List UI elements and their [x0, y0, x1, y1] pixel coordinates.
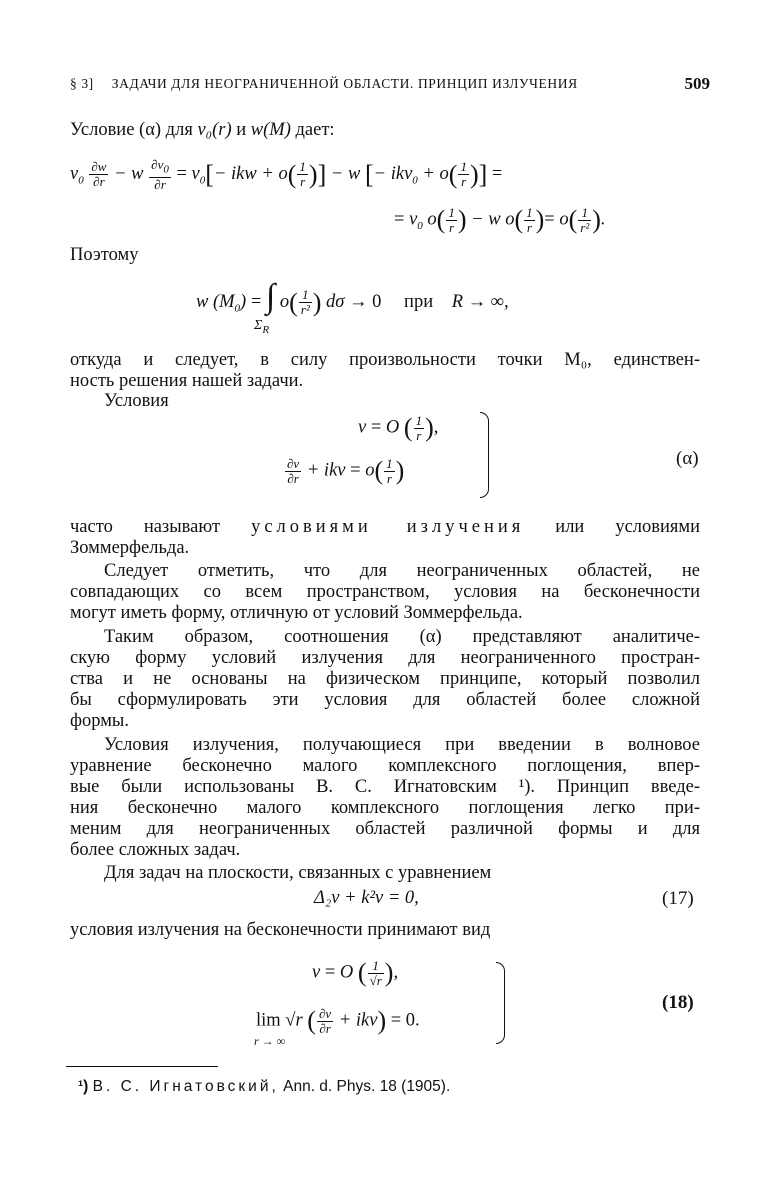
header-title: ЗАДАЧИ ДЛЯ НЕОГРАНИЧЕННОЙ ОБЛАСТИ. ПРИНЦИП ИЗЛУЧЕНИЯ [111, 76, 578, 91]
equation-integral: w $(M_0)$ = ∫ o( $\frac{1}{\text{r²}}$ ) dσ → 0 при R → ∞, [196, 278, 509, 318]
paragraph-ignatowsky-line2: уравнение бесконечно малого комплексного поглощения, впер- [70, 756, 700, 776]
paragraph-note-line3: могут иметь форму, отличную от условий Зоммерфельда. [70, 603, 523, 623]
integral-limit: R → ∞, [451, 292, 509, 312]
paragraph-conditions-form: условия излучения на бесконечности принимают вид [70, 920, 491, 940]
equation-sommerfeld-2: $\frac{\partial v}{\partial r}$ + ikv = o( $\frac{1}{r}$ ) [287, 455, 405, 486]
equation-derivative-1: $v_0$ $\frac{\partial w}{\partial r}$ − w $\frac{\partial v_0}{\partial r}$ = $v_0[-$ ikw + o( $\frac{1}{r}$ )] − w [− ikv$_0$ + o( $\frac{1}{r}$ )] = [70, 157, 503, 192]
equation-sommerfeld-1: v = O ( $\frac{1}{r}$ ), [358, 412, 439, 443]
conditions-text: Условия [104, 391, 169, 411]
p2-text-emphasis: условиями излучения [251, 517, 525, 537]
paragraph-note-line1: Следует отметить, что для неограниченных областей, не [104, 561, 700, 581]
paragraph-ignatowsky-line6: более сложных задач. [70, 840, 241, 860]
paragraph-sommerfeld-line2: Зоммерфельда. [70, 538, 190, 558]
p2-text-a: часто называют [70, 517, 221, 537]
intro-w: w(M) [250, 120, 291, 140]
integral-at: при [404, 292, 434, 312]
intro-line [70, 120, 335, 141]
equation-number-17: (17) [662, 888, 694, 909]
footnote-mark: ¹) [78, 1078, 89, 1095]
equation-radiation-1: v = O ( $\frac{1}{√r}$ ), [312, 957, 399, 988]
paragraph-summary-line1: Таким образом, соотношения (α) представляют аналитиче- [104, 627, 700, 647]
brace-alpha [480, 412, 489, 498]
footnote-ref: Ann. d. Phys. 18 (1905). [283, 1078, 451, 1095]
equation-helmholtz: Δ₂v + k²v = 0, [314, 888, 419, 908]
intro-end: дает: [295, 120, 335, 140]
paragraph-uniqueness-line1: откуда и следует, в силу произвольности точки M₀, единствен- [70, 350, 700, 370]
intro-and: и [236, 120, 247, 140]
paragraph-summary-line2: скую форму условий излучения для неограниченного простран- [70, 648, 700, 668]
paragraph-ignatowsky-line1: Условия излучения, получающиеся при введении в волновое [104, 735, 700, 755]
paragraph-sommerfeld-line1 [70, 517, 700, 538]
footnote-rule [66, 1066, 218, 1067]
section-ref: § 3] [70, 76, 94, 91]
paragraph-summary-line3: ства и не основаны на физическом принципе, который позволил [70, 669, 700, 689]
paragraph-plane: Для задач на плоскости, связанных с уравнением [104, 863, 492, 883]
equation-label-alpha: (α) [676, 448, 699, 469]
intro-text: Условие (α) для [70, 120, 193, 140]
equation-derivative-2: = $v_0$ o( $\frac{1}{r}$ ) − w o( $\frac{1}{r}$ )= o( $\frac{1}{\text{r²}}$ ). [394, 204, 606, 235]
page-number: 509 [684, 74, 710, 93]
paragraph-ignatowsky-line5: меним для неограниченных областей различной формы и для [70, 819, 700, 839]
paragraph-ignatowsky-line4: ния бесконечно малого комплексного поглощения легко при- [70, 798, 700, 818]
paragraph-ignatowsky-line3: вые были использованы В. С. Игнатовским ¹). Принцип введе- [70, 777, 700, 797]
paragraph-summary-line5: формы. [70, 711, 129, 731]
intro-v0: v₀(r) [197, 120, 232, 140]
paragraph-note-line2: совпадающих со всем пространством, условия на бесконечности [70, 582, 700, 602]
integral-domain: $\Sigma_R$ [254, 318, 270, 336]
paragraph-uniqueness-line2: ность решения нашей задачи. [70, 371, 304, 391]
running-header [70, 76, 710, 92]
therefore-text: Поэтому [70, 245, 139, 265]
limit-subscript: r → ∞ [254, 1034, 286, 1048]
paragraph-summary-line4: бы сформулировать эти условия для областей более сложной [70, 690, 700, 710]
brace-18 [496, 962, 505, 1044]
equation-number-18: (18) [662, 992, 694, 1013]
footnote [78, 1078, 450, 1096]
equation-radiation-2: lim √r ( $\frac{\partial v}{\partial r}$ + ikv) = 0. [256, 1005, 420, 1036]
p2-text-c: или условиями [555, 517, 701, 537]
footnote-author: В. С. Игнатовский, [92, 1078, 279, 1095]
